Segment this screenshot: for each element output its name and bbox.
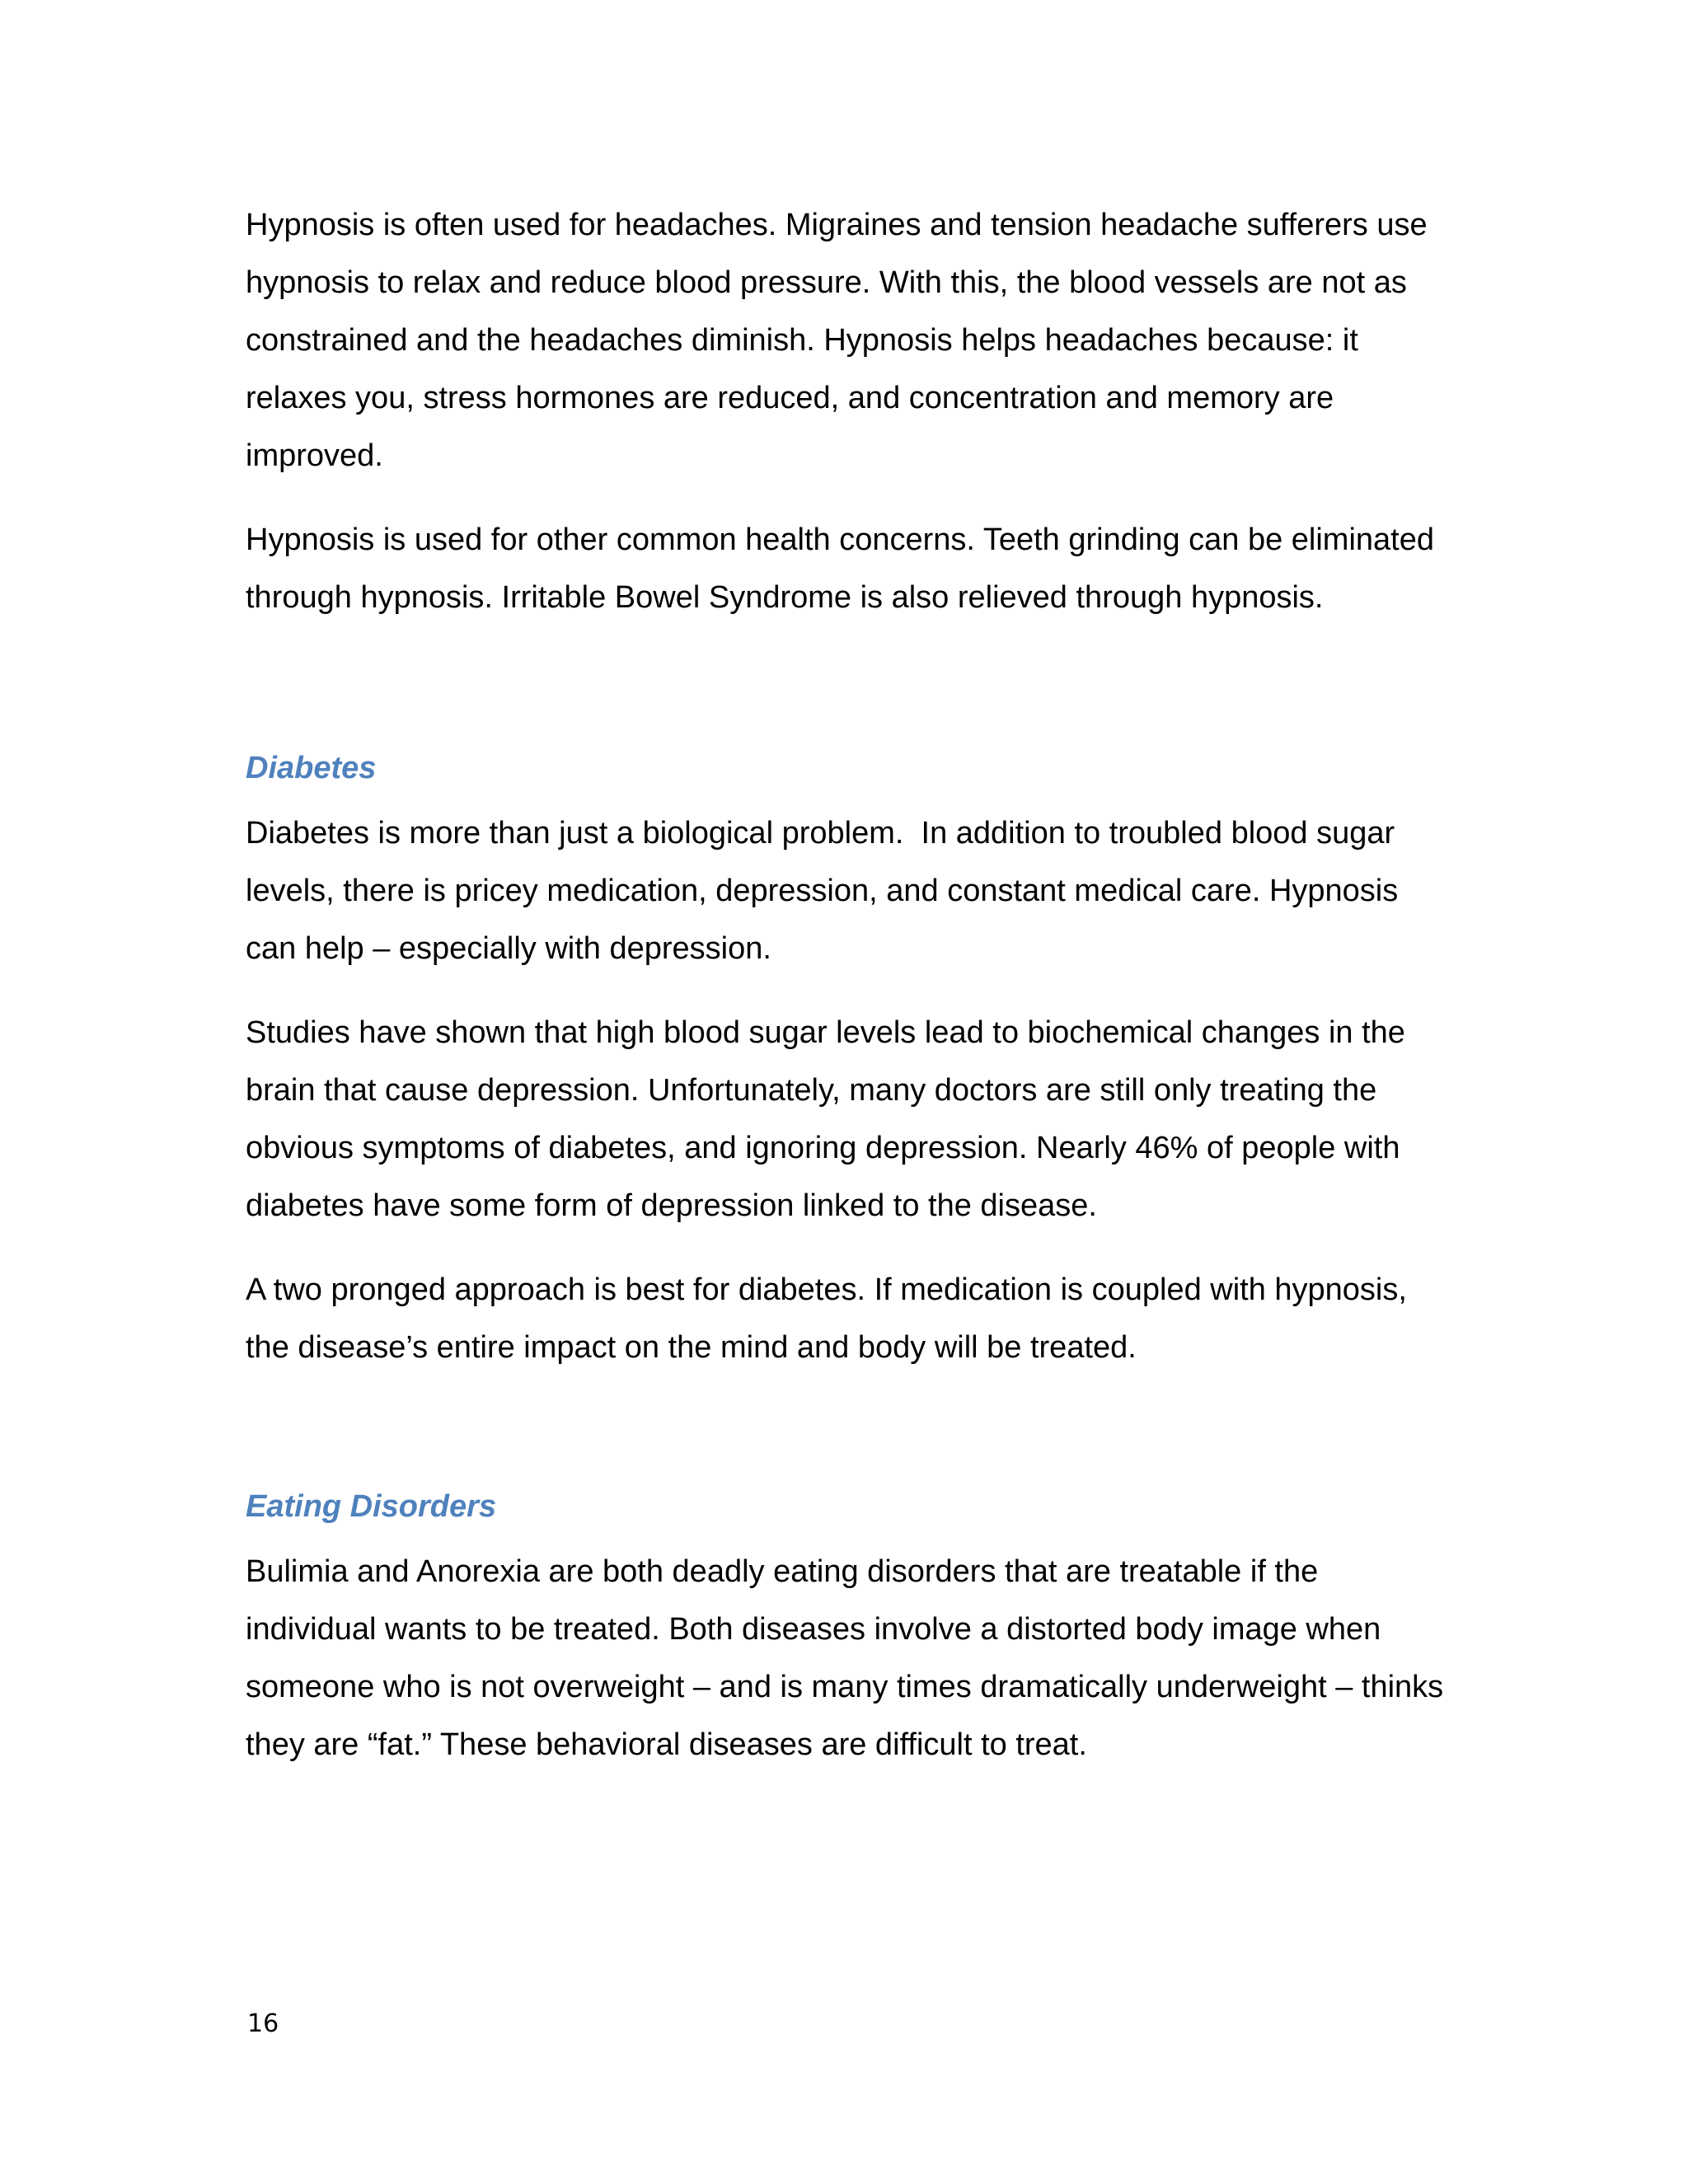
paragraph-headaches: Hypnosis is often used for headaches. Migraines and tension headache sufferers use hypnosis to relax and reduce blood pressure. With this, the blood vessels are not as constrained and the headaches diminish. Hypnosis helps headaches because: it relaxes you, stress hormones are reduced, and concentration and memory are improved.	[246, 208, 1437, 473]
section-heading-diabetes: Diabetes	[246, 751, 377, 785]
paragraph-eating-disorders: Bulimia and Anorexia are both deadly eating disorders that are treatable if the individual wants to be treated. Both diseases involve a distorted body image when someone who is not overweight – and is many times dramatically underweight – thinks they are “fat.” These behavioral diseases are difficult to treat.	[246, 1554, 1452, 1762]
page-content	[246, 196, 1452, 1800]
section-spacer	[246, 653, 1449, 745]
paragraph-other-concerns: Hypnosis is used for other common health concerns. Teeth grinding can be eliminated through hypnosis. Irritable Bowel Syndrome is also relieved through hypnosis.	[246, 523, 1443, 615]
section-heading-eating-disorders: Eating Disorders	[246, 1489, 497, 1524]
paragraph-diabetes-approach: A two pronged approach is best for diabetes. If medication is coupled with hypnosis, the disease’s entire impact on the mind and body will be treated.	[246, 1272, 1416, 1365]
page-number: 16	[247, 2009, 279, 2038]
paragraph-diabetes-studies: Studies have shown that high blood sugar levels lead to biochemical changes in the brain that cause depression. Unfortunately, many doctors are still only treating the obvious symptoms of diabetes, and ignoring depression. Nearly 46% of people with diabetes have some form of depression linked to the disease.	[246, 1015, 1414, 1223]
paragraph-diabetes-intro: Diabetes is more than just a biological problem. In addition to troubled blood sugar levels, there is pricey medication, depression, and constant medical care. Hypnosis can help – especially with depression.	[246, 816, 1407, 966]
section-spacer	[246, 1403, 1449, 1483]
